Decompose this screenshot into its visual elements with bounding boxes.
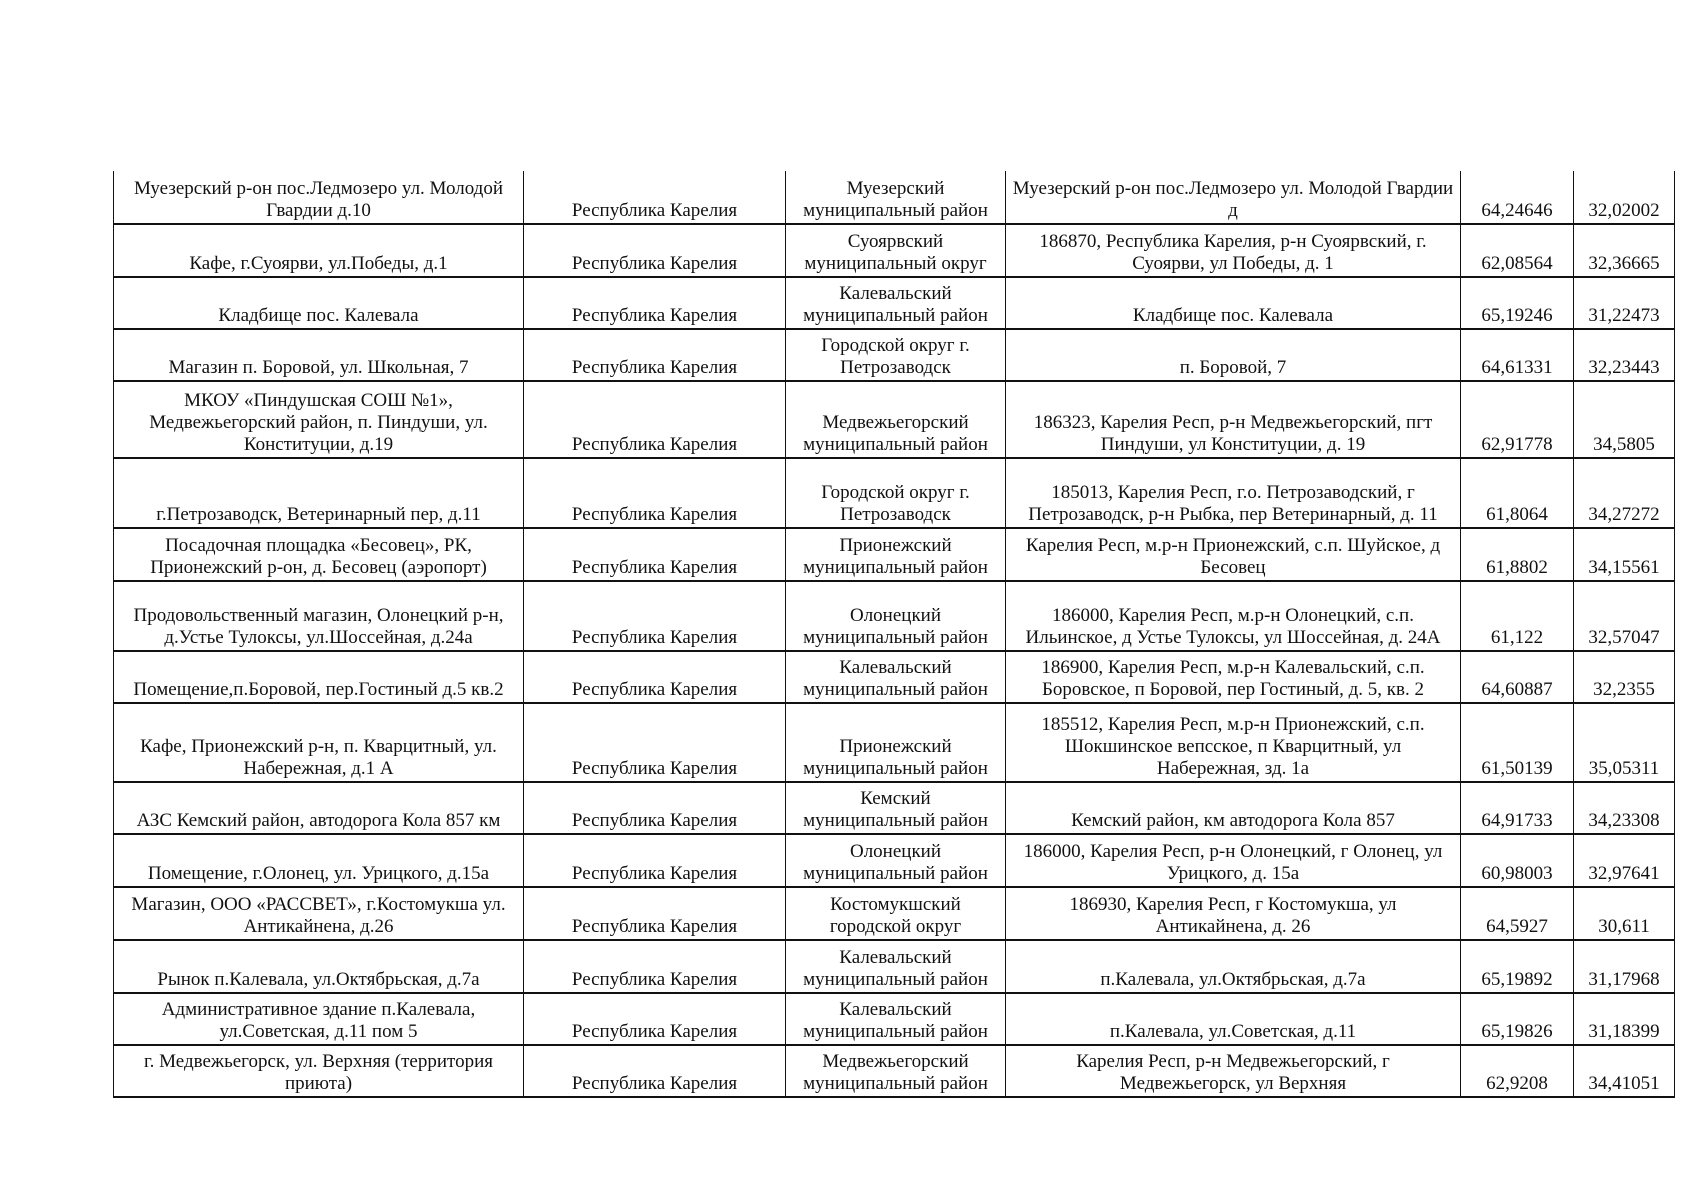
cell-region: Республика Карелия (524, 329, 786, 381)
cell-longitude: 32,36665 (1574, 224, 1675, 277)
cell-municipality: Городской округ г. Петрозаводск (786, 329, 1006, 381)
table-row (114, 940, 1675, 993)
cell-address: п. Боровой, 7 (1006, 329, 1461, 381)
cell-latitude: 64,91733 (1461, 782, 1574, 834)
cell-address: Кладбище пос. Калевала (1006, 277, 1461, 329)
table-row (114, 993, 1675, 1045)
cell-latitude: 65,19246 (1461, 277, 1574, 329)
cell-name: МКОУ «Пиндушская СОШ №1», Медвежьегорский район, п. Пиндуши, ул. Конституции, д.19 (114, 381, 524, 458)
cell-latitude: 64,5927 (1461, 887, 1574, 940)
cell-address: 186900, Карелия Респ, м.р-н Калевальский, с.п. Боровское, п Боровой, пер Гостиный, д. 5, кв. 2 (1006, 651, 1461, 703)
cell-municipality: Калевальский муниципальный район (786, 940, 1006, 993)
cell-name: Административное здание п.Калевала, ул.Советская, д.11 пом 5 (114, 993, 524, 1045)
cell-region: Республика Карелия (524, 224, 786, 277)
table-row (114, 1045, 1675, 1097)
cell-latitude: 62,91778 (1461, 381, 1574, 458)
table-body (114, 171, 1675, 1097)
cell-address: Карелия Респ, р-н Медвежьегорский, г Медвежьегорск, ул Верхняя (1006, 1045, 1461, 1097)
cell-municipality: Медвежьегорский муниципальный район (786, 1045, 1006, 1097)
cell-municipality: Костомукшский городской округ (786, 887, 1006, 940)
cell-latitude: 61,8064 (1461, 458, 1574, 528)
cell-longitude: 35,05311 (1574, 703, 1675, 782)
cell-address: 185013, Карелия Респ, г.о. Петрозаводский, г Петрозаводск, р-н Рыбка, пер Ветеринарный, д. 11 (1006, 458, 1461, 528)
table-row (114, 651, 1675, 703)
cell-name: Муезерский р-он пос.Ледмозеро ул. Молодой Гвардии д.10 (114, 171, 524, 224)
cell-longitude: 32,2355 (1574, 651, 1675, 703)
cell-municipality: Олонецкий муниципальный район (786, 581, 1006, 651)
cell-latitude: 61,122 (1461, 581, 1574, 651)
cell-municipality: Прионежский муниципальный район (786, 528, 1006, 581)
cell-region: Республика Карелия (524, 782, 786, 834)
cell-longitude: 31,17968 (1574, 940, 1675, 993)
cell-region: Республика Карелия (524, 993, 786, 1045)
cell-name: Магазин, ООО «РАССВЕТ», г.Костомукша ул. Антикайнена, д.26 (114, 887, 524, 940)
cell-municipality: Медвежьегорский муниципальный район (786, 381, 1006, 458)
cell-municipality: Олонецкий муниципальный район (786, 834, 1006, 887)
cell-region: Республика Карелия (524, 528, 786, 581)
cell-name: Помещение,п.Боровой, пер.Гостиный д.5 кв.2 (114, 651, 524, 703)
cell-name: г.Петрозаводск, Ветеринарный пер, д.11 (114, 458, 524, 528)
cell-address: 185512, Карелия Респ, м.р-н Прионежский, с.п. Шокшинское вепсское, п Кварцитный, ул Набережная, зд. 1а (1006, 703, 1461, 782)
locations-table (113, 171, 1675, 1098)
cell-latitude: 64,61331 (1461, 329, 1574, 381)
cell-latitude: 65,19826 (1461, 993, 1574, 1045)
cell-longitude: 32,57047 (1574, 581, 1675, 651)
cell-latitude: 61,8802 (1461, 528, 1574, 581)
cell-latitude: 65,19892 (1461, 940, 1574, 993)
cell-address: 186930, Карелия Респ, г Костомукша, ул Антикайнена, д. 26 (1006, 887, 1461, 940)
cell-longitude: 32,97641 (1574, 834, 1675, 887)
cell-region: Республика Карелия (524, 703, 786, 782)
cell-name: АЗС Кемский район, автодорога Кола 857 км (114, 782, 524, 834)
cell-latitude: 62,9208 (1461, 1045, 1574, 1097)
cell-address: п.Калевала, ул.Октябрьская, д.7а (1006, 940, 1461, 993)
cell-latitude: 64,60887 (1461, 651, 1574, 703)
cell-longitude: 34,41051 (1574, 1045, 1675, 1097)
cell-region: Республика Карелия (524, 940, 786, 993)
cell-name: Посадочная площадка «Бесовец», РК, Прионежский р-он, д. Бесовец (аэропорт) (114, 528, 524, 581)
cell-municipality: Городской округ г. Петрозаводск (786, 458, 1006, 528)
cell-latitude: 61,50139 (1461, 703, 1574, 782)
cell-address: Муезерский р-он пос.Ледмозеро ул. Молодой Гвардии д (1006, 171, 1461, 224)
cell-municipality: Калевальский муниципальный район (786, 277, 1006, 329)
cell-address: п.Калевала, ул.Советская, д.11 (1006, 993, 1461, 1045)
cell-region: Республика Карелия (524, 458, 786, 528)
cell-longitude: 32,02002 (1574, 171, 1675, 224)
table-row (114, 782, 1675, 834)
cell-latitude: 60,98003 (1461, 834, 1574, 887)
cell-address: Кемский район, км автодорога Кола 857 (1006, 782, 1461, 834)
cell-region: Республика Карелия (524, 171, 786, 224)
table-row (114, 277, 1675, 329)
cell-region: Республика Карелия (524, 277, 786, 329)
cell-address: 186000, Карелия Респ, м.р-н Олонецкий, с.п. Ильинское, д Устье Тулоксы, ул Шоссейная, д. 24А (1006, 581, 1461, 651)
cell-name: Продовольственный магазин, Олонецкий р-н, д.Устье Тулоксы, ул.Шоссейная, д.24а (114, 581, 524, 651)
cell-address: Карелия Респ, м.р-н Прионежский, с.п. Шуйское, д Бесовец (1006, 528, 1461, 581)
cell-longitude: 32,23443 (1574, 329, 1675, 381)
table-row (114, 581, 1675, 651)
cell-region: Республика Карелия (524, 1045, 786, 1097)
cell-longitude: 31,18399 (1574, 993, 1675, 1045)
table-row (114, 381, 1675, 458)
cell-latitude: 62,08564 (1461, 224, 1574, 277)
cell-municipality: Калевальский муниципальный район (786, 993, 1006, 1045)
cell-address: 186000, Карелия Респ, р-н Олонецкий, г Олонец, ул Урицкого, д. 15а (1006, 834, 1461, 887)
cell-municipality: Калевальский муниципальный район (786, 651, 1006, 703)
cell-name: г. Медвежьегорск, ул. Верхняя (территория приюта) (114, 1045, 524, 1097)
cell-name: Помещение, г.Олонец, ул. Урицкого, д.15а (114, 834, 524, 887)
table-row (114, 834, 1675, 887)
table-row (114, 329, 1675, 381)
cell-longitude: 30,611 (1574, 887, 1675, 940)
cell-municipality: Кемский муниципальный район (786, 782, 1006, 834)
cell-region: Республика Карелия (524, 887, 786, 940)
cell-longitude: 34,27272 (1574, 458, 1675, 528)
table-row (114, 887, 1675, 940)
cell-address: 186323, Карелия Респ, р-н Медвежьегорский, пгт Пиндуши, ул Конституции, д. 19 (1006, 381, 1461, 458)
cell-longitude: 34,5805 (1574, 381, 1675, 458)
table-row (114, 458, 1675, 528)
cell-longitude: 31,22473 (1574, 277, 1675, 329)
cell-municipality: Суоярвский муниципальный округ (786, 224, 1006, 277)
cell-latitude: 64,24646 (1461, 171, 1574, 224)
cell-name: Рынок п.Калевала, ул.Октябрьская, д.7а (114, 940, 524, 993)
cell-region: Республика Карелия (524, 381, 786, 458)
cell-name: Кафе, г.Суоярви, ул.Победы, д.1 (114, 224, 524, 277)
cell-address: 186870, Республика Карелия, р-н Суоярвский, г. Суоярви, ул Победы, д. 1 (1006, 224, 1461, 277)
cell-longitude: 34,15561 (1574, 528, 1675, 581)
cell-name: Кладбище пос. Калевала (114, 277, 524, 329)
cell-region: Республика Карелия (524, 834, 786, 887)
cell-name: Кафе, Прионежский р-н, п. Кварцитный, ул. Набережная, д.1 А (114, 703, 524, 782)
table-row (114, 224, 1675, 277)
table-row (114, 703, 1675, 782)
cell-region: Республика Карелия (524, 581, 786, 651)
table-row (114, 171, 1675, 224)
cell-name: Магазин п. Боровой, ул. Школьная, 7 (114, 329, 524, 381)
table-row (114, 528, 1675, 581)
cell-longitude: 34,23308 (1574, 782, 1675, 834)
cell-municipality: Муезерский муниципальный район (786, 171, 1006, 224)
cell-region: Республика Карелия (524, 651, 786, 703)
cell-municipality: Прионежский муниципальный район (786, 703, 1006, 782)
